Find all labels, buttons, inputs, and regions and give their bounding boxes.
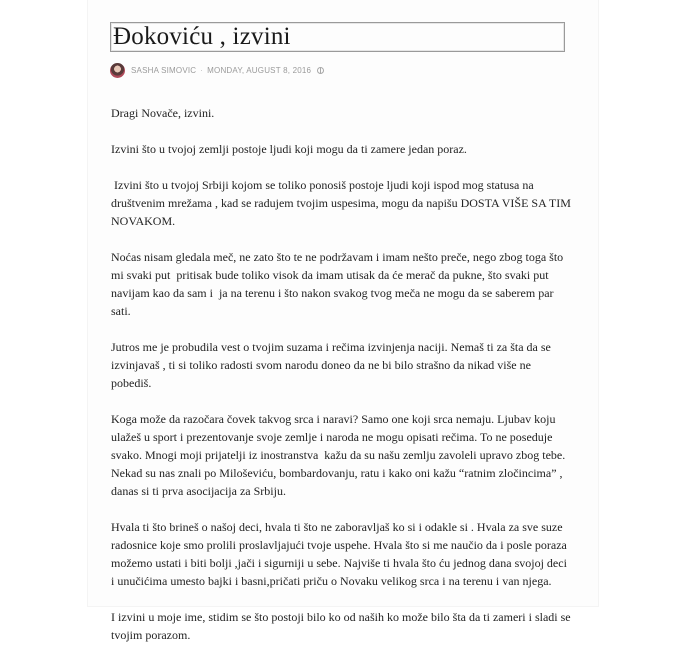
paragraph: Jutros me je probudila vest o tvojim suzama i rečima izvinjenja naciji. Nemaš ti za šta da se izvinjavaš , ti si toliko radosti svom narodu doneo da ne bi bilo strašno da nikad više ne pobediš. [111, 340, 554, 390]
post-title: Đokoviću , izvini [113, 23, 291, 50]
author-avatar[interactable] [110, 63, 125, 78]
author-name[interactable]: SASHA SIMOVIC [131, 65, 197, 75]
paragraph: Izvini što u tvojoj zemlji postoje ljudi koji mogu da ti zamere jedan poraz. [111, 142, 467, 156]
post-date[interactable]: MONDAY, AUGUST 8, 2016 [207, 65, 312, 75]
paragraph: Dragi Novače, izvini. [111, 106, 215, 120]
post-title-box[interactable] [110, 22, 565, 52]
paragraph: Izvini što u tvojoj Srbiji kojom se toliko ponosiš postoje ljudi koji ispod mog statusa na društvenim mrežama , kad se radujem tvojim uspesima, mogu da napišu DOSTA VIŠE SA TIM NOVAKOM. [111, 178, 574, 228]
meta-separator: · [200, 65, 204, 75]
paragraph: I izvini u moje ime, stidim se što postoji bilo ko od naših ko može bilo šta da ti zameri i sladi se tvojim porazom. [111, 610, 574, 642]
paragraph: Koga može da razočara čovek takvog srca i naravi? Samo one koji srca nemaju. Ljubav koju ulažeš u sport i prezentovanje svoje zemlje i naroda ne mogu opisati rečima. To ne poseduje svako. Mnogi moji prijatelji iz inostranstva kažu da su našu zemlju zavoleli upravo zbog tebe. Nekad su nas znali po Miloševiću, bombardovanju, ratu i kako oni kažu “ratnim zločincima” , danas si ti prva asocijacija za Srbiju. [111, 412, 569, 498]
post-meta [110, 62, 324, 78]
post-body [111, 104, 573, 662]
paragraph: Hvala ti što brineš o našoj deci, hvala ti što ne zaboravljaš ko si i odakle si . Hvala za sve suze radosnice koje smo prolili proslavljajući tvoje uspehe. Hvala što si me naučio da i posle poraza možemo ustati i biti bolji ,jači i sigurniji u sebe. Najviše ti hvala što ću jednog dana svojoj deci i unučićima umesto bajki i basni,pričati priču o Novaku velikog srca i na terenu i van njega. [111, 520, 570, 588]
globe-icon [317, 67, 324, 74]
paragraph: Noćas nisam gledala meč, ne zato što te ne podržavam i imam nešto preče, nego zbog toga što mi svaki put pritisak bude toliko visok da imam utisak da će merač da pukne, što svaki put navijam kao da sam i ja na terenu i što nakon svakog tvog meča ne mogu da se saberem par sati. [111, 250, 567, 318]
